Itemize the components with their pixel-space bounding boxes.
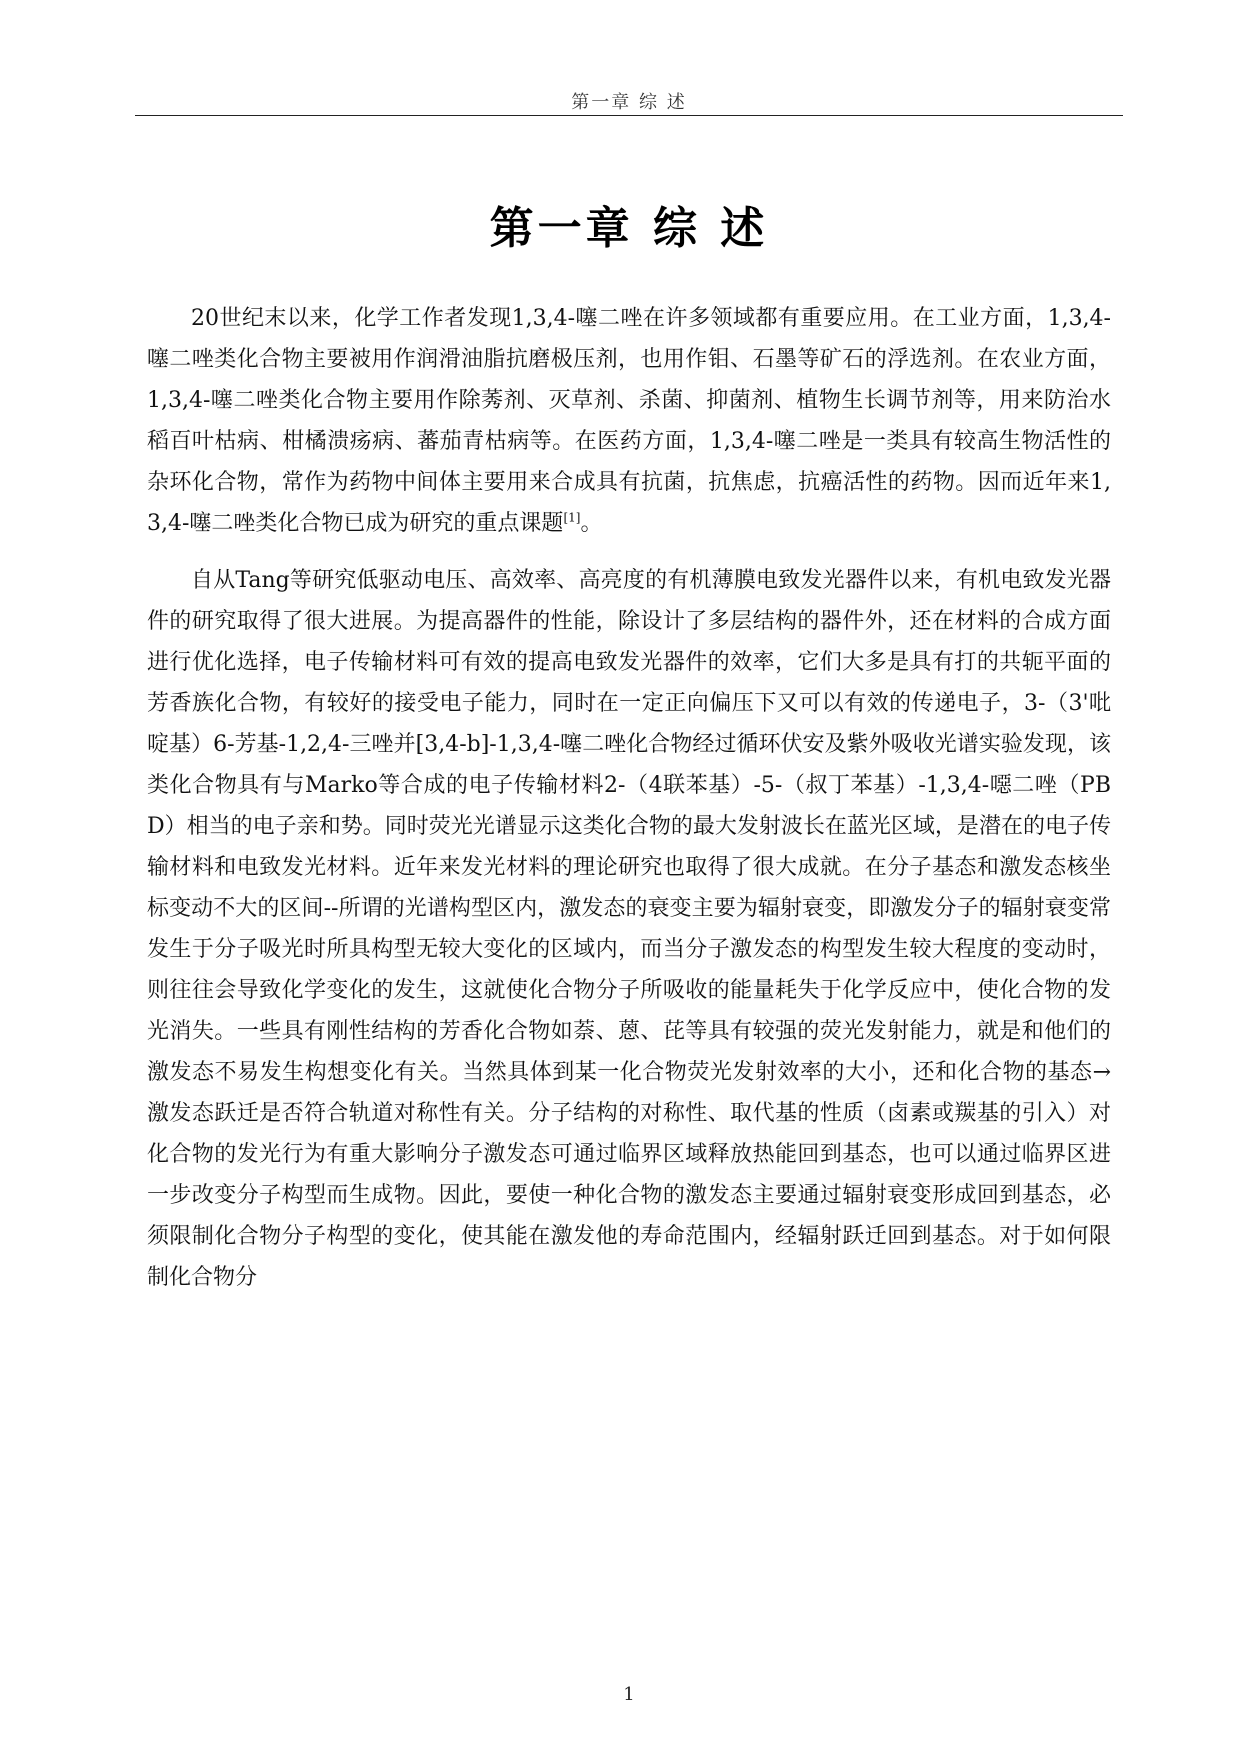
chapter-title: 第一章 综 述 — [489, 203, 769, 254]
page-number: 1 — [623, 1684, 635, 1705]
paragraph-1-text: 20世纪末以来，化学工作者发现1,3,4-噻二唑在许多领域都有重要应用。在工业方面，1,3,4-噻二唑类化合物主要被用作润滑油脂抗磨极压剂，也用作钼、石墨等矿石的浮选剂。在农业方面，1,3,4-噻二唑类化合物主要用作除莠剂、灭草剂、杀菌、抑菌剂、植物生长调节剂等，用来防治水稻百叶枯病、柑橘溃疡病、蕃茄青枯病等。在医药方面，1,3,4-噻二唑是一类具有较高生物活性的杂环化合物，常作为药物中间体主要用来合成具有抗菌，抗焦虑，抗癌活性的药物。因而近年来1,3,4-噻二唑类化合物已成为研究的重点课题 — [147, 306, 1111, 536]
body-text — [147, 298, 1111, 1314]
running-header: 第一章 综 述 — [571, 92, 687, 113]
paragraph-2: 自从Tang等研究低驱动电压、高效率、高亮度的有机薄膜电致发光器件以来，有机电致发光器件的研究取得了很大进展。为提高器件的性能，除设计了多层结构的器件外，还在材料的合成方面进行优化选择，电子传输材料可有效的提高电致发光器件的效率，它们大多是具有打的共轭平面的芳香族化合物，有较好的接受电子能力，同时在一定正向偏压下又可以有效的传递电子，3-（3'吡啶基）6-芳基-1,2,4-三唑并[3,4-b]-1,3,4-噻二唑化合物经过循环伏安及紫外吸收光谱实验发现，该类化合物具有与Marko等合成的电子传输材料2-（4联苯基）-5-（叔丁苯基）-1,3,4-噁二唑（PBD）相当的电子亲和势。同时荧光光谱显示这类化合物的最大发射波长在蓝光区域，是潜在的电子传输材料和电致发光材料。近年来发光材料的理论研究也取得了很大成就。在分子基态和激发态核坐标变动不大的区间--所谓的光谱构型区内，激发态的衰变主要为辐射衰变，即激发分子的辐射衰变常发生于分子吸光时所具构型无较大变化的区域内，而当分子激发态的构型发生较大程度的变动时，则往往会导致化学变化的发生，这就使化合物分子所吸收的能量耗失于化学反应中，使化合物的发光消失。一些具有刚性结构的芳香化合物如萘、蒽、芘等具有较强的荧光发射能力，就是和他们的激发态不易发生构想变化有关。当然具体到某一化合物荧光发射效率的大小，还和化合物的基态→激发态跃迁是否符合轨道对称性有关。分子结构的对称性、取代基的性质（卤素或羰基的引入）对化合物的发光行为有重大影响分子激发态可通过临界区域释放热能回到基态，也可以通过临界区进一步改变分子构型而生成物。因此，要使一种化合物的激发态主要通过辐射衰变形成回到基态，必须限制化合物分子构型的变化，使其能在激发他的寿命范围内，经辐射跃迁回到基态。对于如何限制化合物分 — [147, 568, 1111, 1290]
paragraph-1-end: 。 — [580, 511, 603, 536]
citation-1[interactable]: [1] — [563, 510, 581, 525]
header-rule — [135, 115, 1123, 116]
paragraph-1 — [147, 298, 1111, 544]
